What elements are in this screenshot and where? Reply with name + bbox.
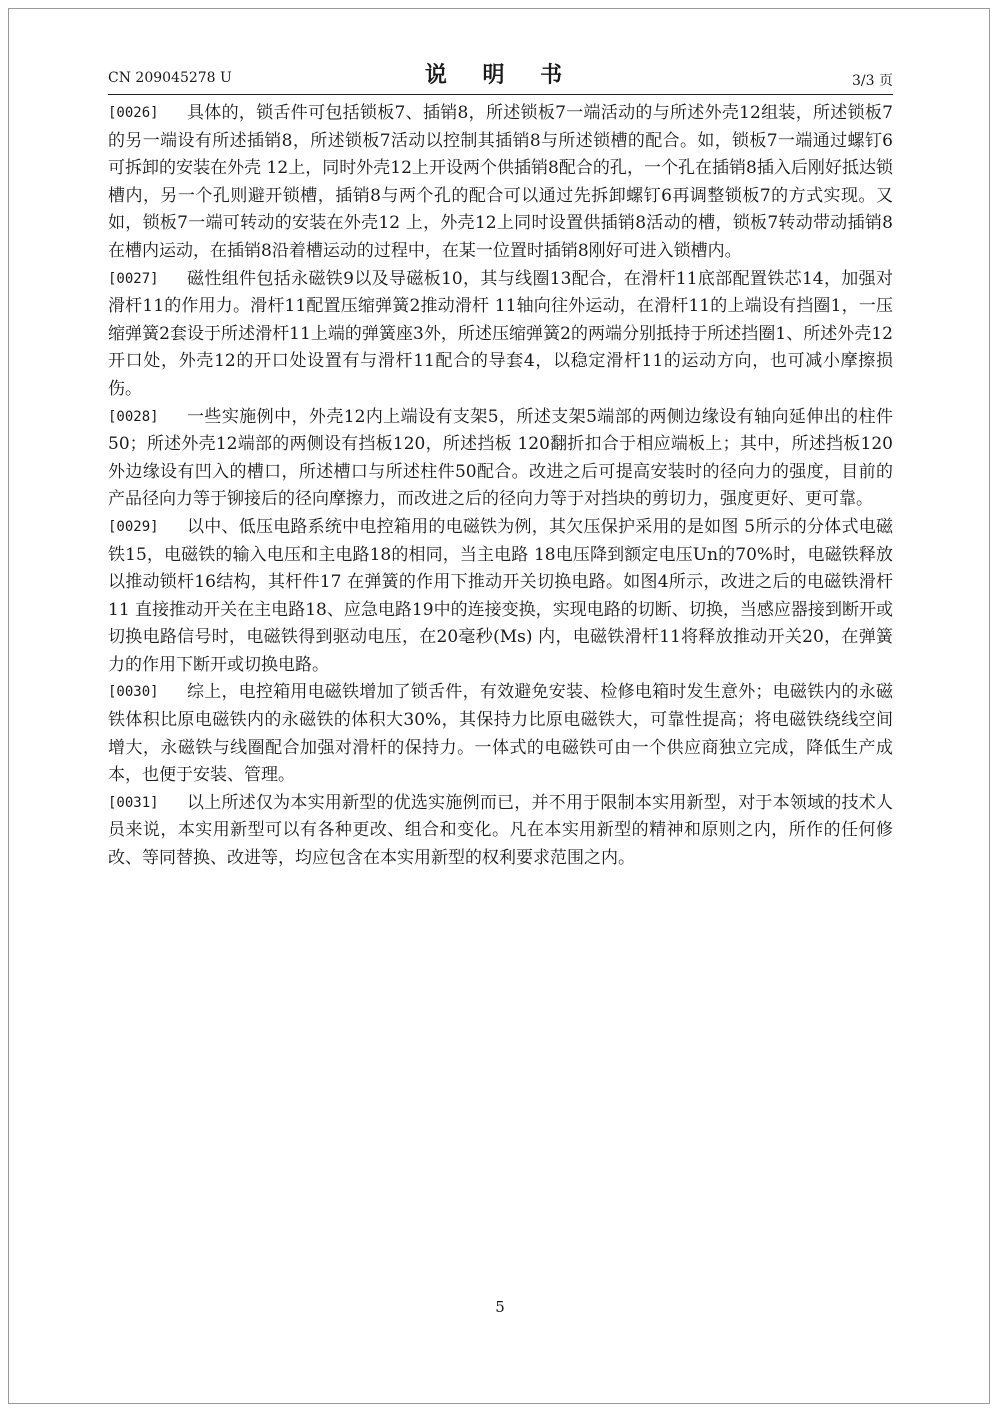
paragraph-number: [0030]	[108, 684, 159, 701]
paragraph	[108, 100, 893, 266]
paragraph	[108, 790, 893, 873]
page-number: 5	[495, 1298, 505, 1316]
paragraph-text: 以上所述仅为本实用新型的优选实施例而已，并不用于限制本实用新型，对于本领域的技术人员来说，本实用新型可以有各种更改、组合和变化。凡在本实用新型的精神和原则之内，所作的任何修改、等同替换、改进等，均应包含在本实用新型的权利要求范围之内。	[108, 792, 893, 869]
header-divider	[108, 94, 893, 95]
paragraph-number: [0027]	[108, 270, 159, 287]
paragraph	[108, 404, 893, 514]
paragraph-text: 磁性组件包括永磁铁9以及导磁板10，其与线圈13配合，在滑杆11底部配置铁芯14，加强对滑杆11的作用力。滑杆11配置压缩弹簧2推动滑杆 11轴向往外运动，在滑杆11的上端设有挡圈1，一压缩弹簧2套设于所述滑杆11上端的弹簧座3外，所述压缩弹簧2的两端分别抵持于所述挡圈1、所述外壳12开口处，外壳12的开口处设置有与滑杆11配合的导套4，以稳定滑杆11的运动方向，也可减小摩擦损伤。	[108, 268, 893, 399]
paragraph-text: 以中、低压电路系统中电控箱用的电磁铁为例，其欠压保护采用的是如图 5所示的分体式电磁铁15，电磁铁的输入电压和主电路18的相同，当主电路 18电压降到额定电压Un的70%时，电磁铁释放以推动锁杆16结构，其杆件17 在弹簧的作用下推动开关切换电路。如图4所示，改进之后的电磁铁滑杆11 直接推动开关在主电路18、应急电路19中的连接变换，实现电路的切断、切换，当感应器接到断开或切换电路信号时，电磁铁得到驱动电压，在20毫秒(Ms) 内，电磁铁滑杆11将释放推动开关20，在弹簧力的作用下断开或切换电路。	[108, 516, 893, 675]
paragraph-text: 综上，电控箱用电磁铁增加了锁舌件，有效避免安装、检修电箱时发生意外；电磁铁内的永磁铁体积比原电磁铁内的永磁铁的体积大30%，其保持力比原电磁铁大，可靠性提高；将电磁铁绕线空间增大，永磁铁与线圈配合加强对滑杆的保持力。一体式的电磁铁可由一个供应商独立完成，降低生产成本，也便于安装、管理。	[108, 682, 893, 786]
paragraph-text: 一些实施例中，外壳12内上端设有支架5，所述支架5端部的两侧边缘设有轴向延伸出的柱件50；所述外壳12端部的两侧设有挡板120，所述挡板 120翻折扣合于相应端板上；其中，所述挡板120外边缘设有凹入的槽口，所述槽口与所述柱件50配合。改进之后可提高安装时的径向力的强度，目前的产品径向力等于铆接后的径向摩擦力，而改进之后的径向力等于对挡块的剪切力，强度更好、更可靠。	[108, 406, 893, 510]
paragraph	[108, 514, 893, 680]
paragraph-text: 具体的，锁舌件可包括锁板7、插销8，所述锁板7一端活动的与所述外壳12组装，所述锁板7的另一端设有所述插销8，所述锁板7活动以控制其插销8与所述锁槽的配合。如，锁板7一端通过螺钉6可拆卸的安装在外壳 12上，同时外壳12上开设两个供插销8配合的孔，一个孔在插销8插入后刚好抵达锁槽内，另一个孔则避开锁槽，插销8与两个孔的配合可以通过先拆卸螺钉6再调整锁板7的方式实现。又如，锁板7一端可转动的安装在外壳12 上，外壳12上同时设置供插销8活动的槽，锁板7转动带动插销8在槽内运动，在插销8沿着槽运动的过程中，在某一位置时插销8刚好可进入锁槽内。	[108, 103, 893, 261]
paragraph	[108, 266, 893, 404]
paragraph	[108, 679, 893, 789]
paragraph-number: [0028]	[108, 408, 159, 425]
publication-number: CN 209045278 U	[108, 70, 232, 86]
paragraph-number: [0031]	[108, 794, 159, 811]
document-title: 说 明 书	[424, 62, 577, 88]
description-body	[108, 100, 893, 873]
paragraph-number: [0029]	[108, 518, 159, 535]
paragraph-number: [0026]	[108, 105, 159, 121]
page-count: 3/3 页	[852, 73, 893, 89]
page-header	[108, 58, 893, 94]
